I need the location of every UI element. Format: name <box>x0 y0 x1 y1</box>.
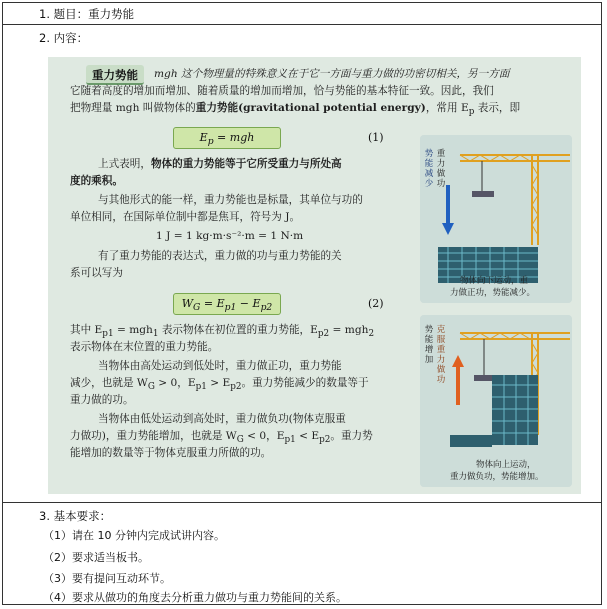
figure-crane-up <box>420 315 572 487</box>
text-run: 减少，也就是 W <box>70 377 148 389</box>
subscript: p2 <box>319 435 331 446</box>
paragraph-line: 单位相同，在国际单位制中都是焦耳，符号为 J。 <box>70 211 301 223</box>
figure-vlabel: 势能增加 <box>424 325 434 365</box>
paragraph-line <box>70 101 520 120</box>
text-run: 其中 E <box>70 324 103 336</box>
section-heading: 重力势能 <box>86 65 144 85</box>
paragraph-line: 能增加的数量等于物体克服重力所做的功。 <box>70 447 272 459</box>
paragraph-line <box>98 157 342 172</box>
paragraph-line: 度的乘积。 <box>70 175 123 187</box>
paragraph-line: 当物体由高处运动到低处时，重力做正功，重力势能 <box>98 360 342 372</box>
formula-part: = mgh <box>213 131 255 144</box>
equation-number: (2) <box>368 297 384 310</box>
exam-table <box>2 2 602 605</box>
requirement-item: （1）请在 10 分钟内完成试讲内容。 <box>43 529 225 542</box>
paragraph-line: 表示物体在末位置的重力势能。 <box>70 341 219 353</box>
content-row <box>3 25 601 503</box>
text-run: < E <box>295 430 320 442</box>
text-run: 。重力势 <box>330 430 373 442</box>
subscript: G <box>147 382 155 393</box>
text-run: 物体的重力势能等于它所受重力与所处高 <box>150 158 342 170</box>
subscript: p1 <box>224 302 237 314</box>
title-row <box>3 3 601 25</box>
figure-caption: 重力做负功，势能增加。 <box>450 472 544 482</box>
paragraph-line: 有了重力势能的表达式，重力做的功与重力势能的关 <box>98 250 342 262</box>
subscript: p1 <box>284 435 296 446</box>
paragraph-line <box>154 67 509 82</box>
unit-formula: 1 J = 1 kg·m·s⁻²·m = 1 N·m <box>156 230 304 242</box>
paragraph-line: 系可以写为 <box>70 267 123 279</box>
requirement-item: （3）要有提问互动环节。 <box>43 572 171 585</box>
text-run: ，常用 E <box>425 102 469 114</box>
figure-caption: 物体向下运动，重 <box>460 276 529 286</box>
subscript: G <box>236 435 244 446</box>
requirement-item: （2）要求适当板书。 <box>43 551 149 564</box>
figure-vlabel: 重力做功 <box>436 149 446 189</box>
subscript: p <box>207 136 214 148</box>
subscript: G <box>193 302 201 314</box>
text-run: 表示，即 <box>474 102 521 114</box>
down-arrow-icon <box>442 185 454 235</box>
requirements-label: 3. 基本要求： <box>39 509 112 523</box>
text-run: 上式表明， <box>98 158 151 170</box>
subscript: p2 <box>317 329 330 340</box>
equation-number: (1) <box>368 131 384 144</box>
subscript: p1 <box>195 382 207 393</box>
text-run: 力做功)，重力势能增加，也就是 W <box>70 430 237 442</box>
subscript: p2 <box>260 302 273 314</box>
figure-vlabel: 克服重力做功 <box>436 325 446 385</box>
text-run: > E <box>206 377 231 389</box>
text-run: 把物理量 mgh 叫做物体的 <box>70 102 196 114</box>
textbook-excerpt <box>48 57 581 494</box>
formula-part: = E <box>200 297 225 310</box>
subscript: 2 <box>368 329 375 340</box>
text-run: = mgh <box>113 324 153 336</box>
text-run: 。重力势能减少的数量等于 <box>241 377 369 389</box>
figure-crane-down <box>420 135 572 303</box>
subscript: p1 <box>102 329 114 340</box>
text-run: = mgh <box>329 324 369 336</box>
content-label: 2. 内容： <box>39 31 89 45</box>
text-run: > 0，E <box>154 377 196 389</box>
paragraph-line: 重力做的功。 <box>70 394 134 406</box>
formula-part: − E <box>236 297 261 310</box>
text-run: 表示物体在初位置的重力势能，E <box>158 324 318 336</box>
paragraph-line: 它随着高度的增加而增加、随着质量的增加而增加，恰与势能的基本特征一致。因此，我们 <box>70 85 494 97</box>
up-arrow-icon <box>452 355 464 405</box>
figure-caption: 物体向上运动， <box>476 460 536 470</box>
requirement-item: （4）要求从做功的角度去分析重力做功与重力势能间的关系。 <box>43 591 347 604</box>
figure-vlabel: 势能减少 <box>424 149 434 189</box>
subscript: p2 <box>230 382 242 393</box>
figure-caption: 力做正功，势能减少。 <box>450 288 536 298</box>
title-label: 1. 题目：重力势能 <box>39 7 135 21</box>
formula-part: E <box>199 131 208 144</box>
formula-part: W <box>181 297 194 310</box>
formula-work-energy <box>173 293 281 315</box>
subscript: 1 <box>152 329 159 340</box>
text-run: mgh 这个物理量的特殊意义在于它一方面与重力做的功密切相关，另一方面 <box>154 68 510 80</box>
formula-ep-mgh <box>173 127 281 149</box>
paragraph-line: 当物体由低处运动到高处时，重力做负功(物体克服重 <box>98 413 346 425</box>
text-run: 重力势能(gravitational potential energy) <box>195 102 426 114</box>
text-run: < 0，E <box>243 430 285 442</box>
subscript: p <box>468 107 475 118</box>
paragraph-line: 与其他形式的能一样，重力势能也是标量，其单位与功的 <box>98 194 363 206</box>
